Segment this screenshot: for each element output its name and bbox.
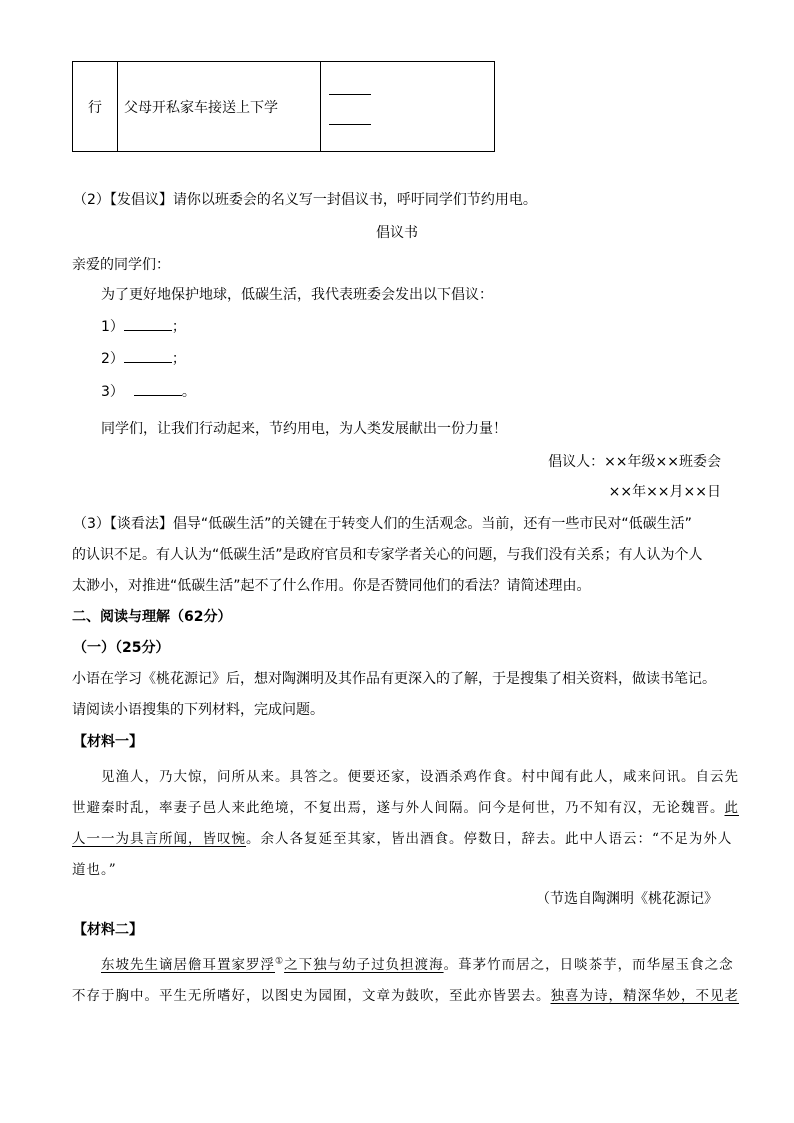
table-cell-text: 父母开私家车接送上下学	[124, 99, 278, 116]
proposal-item-1	[101, 316, 186, 336]
item-punct: 。	[181, 384, 196, 400]
table-cell-behavior	[118, 62, 321, 152]
subsection-heading: （一）（25分）	[73, 640, 170, 656]
text-span: 不存于胸中。平生无所嗜好，以图史为园囿，文章为鼓吹，至此亦皆罢去。	[72, 988, 551, 1004]
answer-blank-line	[329, 76, 494, 106]
footnote-marker: ①	[275, 956, 285, 967]
material-1-source: （节选自陶渊明《桃花源记》	[536, 891, 718, 907]
answer-blank-line	[329, 106, 494, 136]
proposal-closing: 同学们，让我们行动起来，节约用电，为人类发展献出一份力量！	[101, 421, 507, 437]
text-span: 。葺茅竹而居之，日啖茶芋，而华屋玉食之念	[443, 957, 734, 973]
text-span: 。余人各复延至其家，皆出酒食。停数日，辞去。此中人语云：“不足为外人	[246, 831, 733, 847]
top-table	[72, 61, 495, 152]
item-punct: ；	[171, 319, 186, 335]
item-number: 2）	[101, 351, 124, 367]
q3-line-3: 太渺小，对推进“低碳生活”起不了什么作用。你是否赞同他们的看法？请简述理由。	[72, 578, 591, 594]
underlined-text: 独喜为诗，精深华妙，不见老	[550, 988, 739, 1004]
section-intro-1: 小语在学习《桃花源记》后，想对陶渊明及其作品有更深入的了解，于是搜集了相关资料，做读书笔记。	[72, 671, 716, 687]
table-cell-answer	[321, 62, 495, 152]
q2-prompt: （2）【发倡议】请你以班委会的名义写一封倡议书，呼吁同学们节约用电。	[73, 192, 537, 208]
item-punct: ；	[171, 351, 186, 367]
underlined-text: 之下独与幼子过负担渡海	[284, 957, 444, 973]
proposal-intro: 为了更好地保护地球，低碳生活，我代表班委会发出以下倡议：	[101, 287, 493, 303]
material-1-line-3	[72, 827, 732, 847]
underlined-text: 此	[724, 800, 739, 816]
proposal-salutation: 亲爱的同学们：	[72, 257, 170, 273]
material-1-label: 【材料一】	[73, 734, 143, 750]
item-number: 3）	[101, 384, 124, 400]
table-row	[73, 62, 495, 152]
answer-blank	[124, 318, 172, 331]
section-heading: 二、阅读与理解（62分）	[72, 609, 232, 625]
answer-blank	[134, 383, 182, 396]
material-2-line-2	[72, 984, 739, 1004]
proposal-signer: 倡议人：××年级××班委会	[548, 454, 721, 470]
material-2-label: 【材料二】	[73, 922, 143, 938]
material-1-line-2	[72, 796, 739, 816]
material-1-line-4: 道也。”	[72, 862, 117, 878]
underlined-text: 东坡先生谪居儋耳置家罗浮	[101, 957, 275, 973]
item-number: 1）	[101, 319, 124, 335]
section-intro-2: 请阅读小语搜集的下列材料，完成问题。	[72, 702, 324, 718]
answer-blank	[124, 350, 172, 363]
material-1-line-1: 见渔人，乃大惊，问所从来。具答之。便要还家，设酒杀鸡作食。村中闻有此人，咸来问讯。自云先	[101, 769, 739, 785]
text-span: 世避秦时乱，率妻子邑人来此绝境，不复出焉，遂与外人间隔。问今是何世，乃不知有汉，无论魏晋。	[72, 800, 725, 816]
proposal-title: 倡议书	[376, 225, 418, 241]
proposal-date: ××年××月××日	[608, 484, 721, 500]
proposal-item-2	[101, 348, 186, 368]
q3-line-2: 的认识不足。有人认为“低碳生活”是政府官员和专家学者关心的问题，与我们没有关系；有人认为个人	[72, 547, 703, 563]
table-cell-text: 行	[88, 99, 102, 116]
underlined-text: 人一一为具言所闻，皆叹惋	[72, 831, 246, 847]
proposal-item-3	[101, 381, 196, 401]
table-cell-category	[73, 62, 118, 152]
q3-line-1: （3）【谈看法】倡导“低碳生活”的关键在于转变人们的生活观念。当前，还有一些市民对“低碳生活”	[73, 516, 692, 532]
material-2-line-1	[101, 953, 734, 973]
